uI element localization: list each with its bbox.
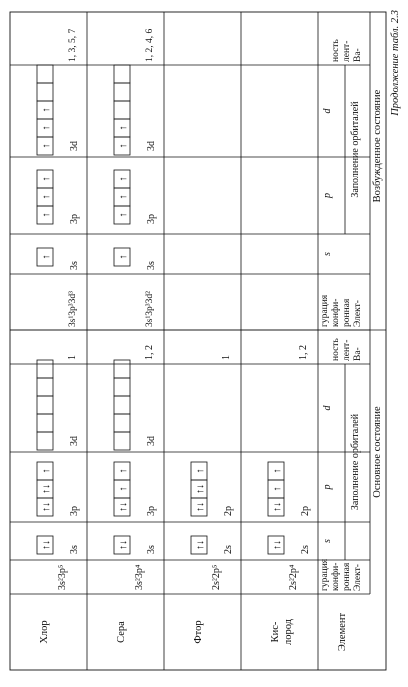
row-d-box-cell [114,360,130,378]
row-ex-p-box-arrow: ↑ [118,194,129,200]
header-ex-config: конфи- [331,298,341,327]
row-d-label: 3d [69,436,80,446]
row-d-box-cell [37,432,53,450]
table-body [37,29,311,646]
row-ex-d-box-cell [114,65,130,83]
row-ex-d-box-cell [114,83,130,101]
row-d-box-cell [114,414,130,432]
row-d-box-cell [37,414,53,432]
header-ex-d: d [322,108,333,114]
row-config: 3s²3p⁵ [57,564,68,590]
row-ex-p-box-arrow: ↑ [118,176,129,182]
row-ex-p-label: 3p [69,214,80,224]
row-p-box-arrow: ↑ [272,468,283,474]
row-ex-d-box-arrow: ↑ [118,143,129,149]
table-row [114,29,157,643]
row-p-box-arrow: ↑↓ [272,502,283,512]
row-valence: 1 [67,355,78,360]
header-config: конфи- [331,562,341,591]
row-p-box-arrow: ↑↓ [41,484,52,494]
row-element: Фтор [193,620,204,644]
row-d-box-cell [114,432,130,450]
header-d: d [322,405,333,411]
row-p-label: 3p [146,506,157,516]
row-ex-d-box-cell [37,83,53,101]
header-ex-config: ронная [342,298,352,327]
header-config: гурация [320,558,330,591]
header-ex-p: p [322,193,333,198]
header-ex-valence: Ва- [353,48,363,62]
row-ex-p-box-arrow: ↑ [41,194,52,200]
row-ex-d-box-cell [37,65,53,83]
header-element: Элемент [337,612,348,652]
header-valence: ность [331,338,341,361]
row-s-label: 2s [223,545,234,554]
row-p-box-arrow: ↑ [118,468,129,474]
header-s: s [322,539,333,543]
row-s-label: 3s [69,545,80,554]
row-p-label: 3p [69,506,80,516]
row-valence: 1, 2 [144,345,155,360]
row-ex-p-label: 3p [146,214,157,224]
row-p-box-arrow: ↑↓ [118,502,129,512]
header-ex-s: s [322,252,333,256]
row-s-box-arrow: ↑↓ [272,540,283,550]
row-p-box-arrow: ↑↓ [195,502,206,512]
header-excited-state: Возбужденное состояние [372,89,383,203]
row-d-label: 3d [146,436,157,446]
row-d-box-cell [37,378,53,396]
header-ground-state: Основное состояние [372,406,383,498]
row-element: Кис- [270,621,281,643]
row-p-label: 2p [300,506,311,516]
header-ex-config: гурация [320,294,330,327]
row-p-label: 2p [223,506,234,516]
row-d-box-cell [114,378,130,396]
row-s-label: 3s [146,545,157,554]
row-ex-s-label: 3s [69,261,80,270]
row-ex-p-box-arrow: ↑ [41,212,52,218]
row-d-box-cell [37,396,53,414]
row-s-label: 2s [300,545,311,554]
row-valence: 1, 2 [298,345,309,360]
row-config: 2s²2p⁵ [211,564,222,590]
row-valence: 1 [221,355,232,360]
row-p-box-arrow: ↑↓ [41,502,52,512]
row-ex-valence: 1, 3, 5, 7 [68,28,78,62]
row-ex-d-box-arrow: ↑ [41,125,52,131]
row-p-box-arrow: ↑ [272,486,283,492]
header-config: Элект- [353,564,363,591]
row-ex-d-box-arrow: ↑ [41,107,52,113]
row-p-box-arrow: ↑ [41,468,52,474]
row-ex-s-box-arrow: ↑ [118,254,129,260]
table-row [191,355,234,644]
header-cells [320,39,363,652]
row-ex-d-box-arrow: ↑ [41,143,52,149]
row-ex-d-box-arrow: ↑ [118,125,129,131]
row-element: Сера [116,621,127,643]
header-p: p [322,484,333,490]
row-element: Хлор [39,620,50,644]
row-config: 3s²3p⁴ [134,564,145,590]
row-ex-d-label: 3d [146,141,157,151]
row-ex-config: 3s¹3p³3d³ [68,291,78,327]
row-element: лород [283,618,294,646]
header-ex-filling: Заполнение орбиталей [350,101,361,198]
header-filling: Заполнение орбиталей [350,413,361,511]
row-ex-s-label: 3s [146,261,157,270]
row-ex-d-box-cell [114,101,130,119]
row-s-box-arrow: ↑↓ [118,540,129,550]
header-ex-config: Элект- [353,300,363,327]
row-d-box-cell [114,396,130,414]
row-p-box-arrow: ↑ [118,486,129,492]
row-ex-p-box-arrow: ↑ [118,212,129,218]
header-valence: лент- [342,339,352,361]
table-caption: Продолжение табл. 2.3 [390,10,401,116]
row-p-box-arrow: ↑ [195,468,206,474]
row-p-box-arrow: ↑↓ [195,484,206,494]
table-row [268,345,311,645]
row-s-box-arrow: ↑↓ [41,540,52,550]
row-ex-valence: 1, 2, 4, 6 [145,28,155,62]
row-d-box-cell [37,360,53,378]
row-s-box-arrow: ↑↓ [195,540,206,550]
header-ex-valence: лент- [342,40,352,62]
row-ex-config: 3s¹3p³3d² [145,291,155,327]
header-config: ронная [342,562,352,591]
header-ex-valence: ность [331,39,341,62]
row-ex-d-label: 3d [69,141,80,151]
header-valence: Ва- [353,347,363,361]
table-row [37,29,80,644]
row-config: 2s²2p⁴ [288,564,299,590]
row-ex-p-box-arrow: ↑ [41,176,52,182]
row-ex-s-box-arrow: ↑ [41,254,52,260]
